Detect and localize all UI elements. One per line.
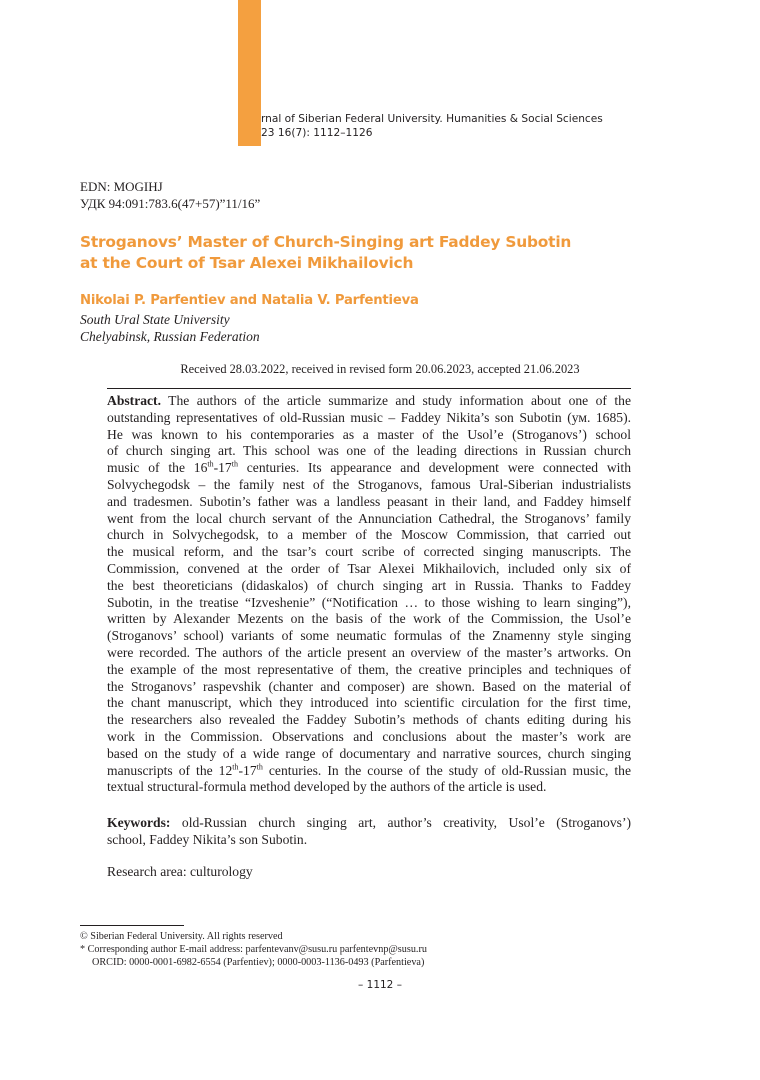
corresponding-author-note: * Corresponding author E-mail address: parfentevanv@susu.ru parfentevnp@susu.ru: [80, 944, 427, 955]
abstract-line: went from the local church servant of the Annunciation Cathedral, the Stroganovs’ family: [107, 510, 631, 526]
affiliation: [80, 311, 260, 345]
affiliation-city: Chelyabinsk, Russian Federation: [80, 329, 260, 344]
abstract-rule: [107, 388, 631, 389]
research-area: Research area: culturology: [107, 864, 253, 879]
page-number: – 1112 –: [358, 979, 402, 991]
journal-issue: 23 16(7): 1112–1126: [261, 127, 373, 139]
footnotes: [80, 930, 427, 969]
abstract-line: Commission, convened at the order of Tsar Alexei Mikhailovich, included only six of: [107, 560, 631, 576]
abstract-line: based on the study of a wide range of documentary and narrative sources, church singing: [107, 745, 631, 761]
identifiers: [80, 178, 260, 212]
abstract-line: manuscripts of the 12th-17th centuries. In the course of the study of old-Russian music, the: [107, 762, 631, 778]
abstract-line: church in Solvychegodsk, to a member of the Moscow Commission, that carried out: [107, 527, 631, 543]
abstract-line: outstanding representatives of old-Russian music – Faddey Nikita’s son Subotin (ум. 1685).: [107, 409, 631, 425]
abstract-line: (Stroganovs’ school) variants of some neumatic formulas of the Znamenny style singing: [107, 628, 631, 644]
abstract-line: music of the 16th-17th centuries. Its appearance and development were connected with: [107, 459, 631, 476]
abstract-line: and tradesmen. Subotin’s father was a landless peasant in their land, and Faddey himself: [107, 493, 631, 509]
abstract-line: Subotin, in the treatise “Izveshenie” (“Notification … to those wishing to learn singing”),: [107, 594, 631, 610]
abstract-line: the best theoreticians (didaskalos) of church singing art in Russia. Thanks to Faddey: [107, 577, 631, 593]
abstract-label: Abstract.: [107, 393, 161, 408]
abstract-line: were recorded. The authors of the article present an overview of the master’s artworks. On: [107, 644, 631, 660]
copyright-note: © Siberian Federal University. All rights reserved: [80, 931, 283, 942]
title-line-2: at the Court of Tsar Alexei Mikhailovich: [80, 254, 414, 272]
udk-code: УДК 94:091:783.6(47+57)”11/16”: [80, 196, 261, 211]
abstract-line: work in the Commission. Observations and conclusions about the master’s work are: [107, 728, 631, 744]
journal-header: [261, 112, 603, 140]
abstract-line: the researchers also revealed the Faddey Subotin’s methods of chants editing during his: [107, 712, 631, 728]
journal-title: rnal of Siberian Federal University. Humanities & Social Sciences: [261, 113, 603, 125]
authors: Nikolai P. Parfentiev and Natalia V. Parfentieva: [80, 293, 419, 308]
received-dates: Received 28.03.2022, received in revised form 20.06.2023, accepted 21.06.2023: [180, 362, 580, 376]
affiliation-university: South Ural State University: [80, 312, 230, 327]
footnote-rule: [80, 925, 184, 926]
abstract-line: the musical reform, and the tsar’s court scribe of corrected singing manuscripts. The: [107, 544, 631, 560]
article-title: [80, 232, 640, 274]
abstract-line: Solvychegodsk – the family nest of the Stroganovs, famous Ural-Siberian industrialists: [107, 476, 631, 492]
edn-code: EDN: MOGIHJ: [80, 179, 163, 194]
orcid-note: ORCID: 0000-0001-6982-6554 (Parfentiev); 0000-0003-1136-0493 (Parfentieva): [92, 957, 425, 968]
title-line-1: Stroganovs’ Master of Church-Singing art Faddey Subotin: [80, 233, 572, 251]
abstract-line: He was known to his contemporaries as a master of the Usol’e (Stroganovs’) school: [107, 426, 631, 442]
abstract-line: textual structural-formula method developed by the authors of the article is used.: [107, 779, 547, 795]
keywords: [107, 815, 631, 849]
abstract-line: of church singing art. This school was one of the leading directions in Russian church: [107, 443, 631, 459]
abstract-line: the Stroganovs’ raspevshik (chanter and composer) are shown. Based on the material of: [107, 678, 631, 694]
abstract: [107, 393, 631, 796]
keywords-label: Keywords:: [107, 815, 171, 830]
abstract-line: written by Alexander Mezents on the basis of the work of the Commission, the Usol’e: [107, 611, 631, 627]
accent-bar: [238, 0, 261, 146]
abstract-line: the example of the most representative of them, the creative principles and techniques of: [107, 661, 631, 677]
abstract-line: the chant manuscript, which they introduced into scientific circulation for the first time,: [107, 695, 631, 711]
keywords-line: Keywords: old-Russian church singing art, author’s creativity, Usol’e (Stroganovs’): [107, 815, 631, 830]
abstract-line: Abstract. The authors of the article summarize and study information about one of the: [107, 393, 631, 408]
keywords-line: school, Faddey Nikita’s son Subotin.: [107, 831, 308, 847]
